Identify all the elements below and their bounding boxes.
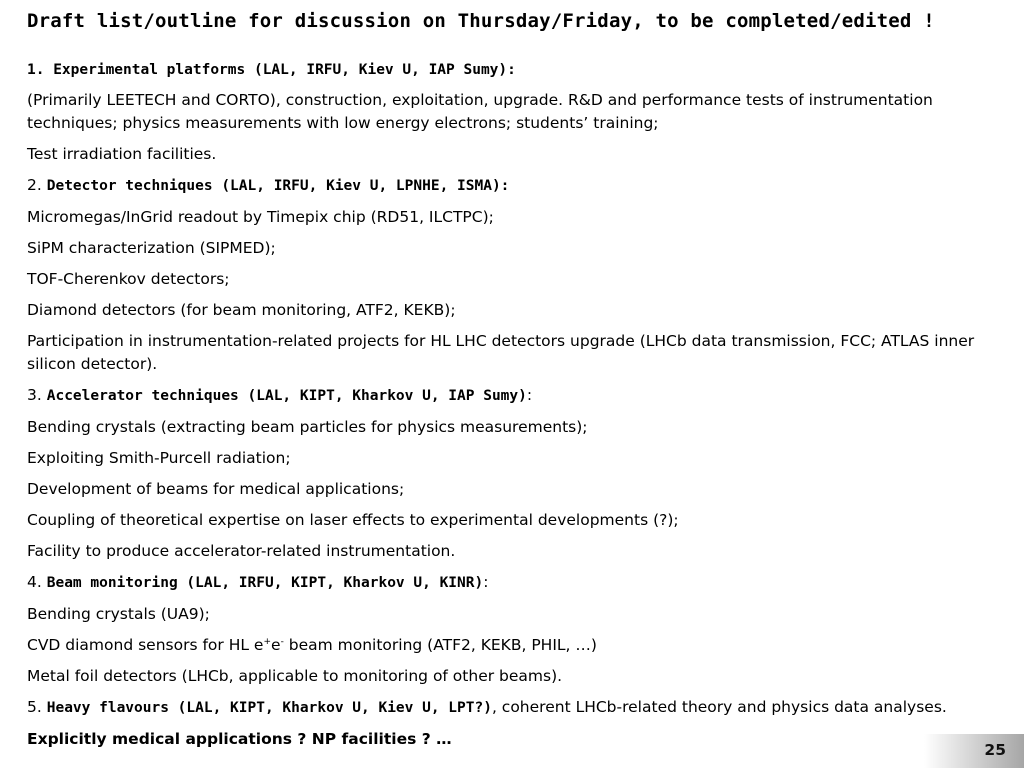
section-2-heading (27, 174, 987, 198)
cvd-suffix: beam monitoring (ATF2, KEKB, PHIL, …) (283, 636, 597, 654)
section-2-line: Participation in instrumentation-related projects for HL LHC detectors upgrade (LHCb data transmission, FCC; ATLAS inner silicon detector). (27, 332, 975, 373)
section-4-line: Metal foil detectors (LHCb, applicable to monitoring of other beams). (27, 667, 563, 685)
section-3-line: Facility to produce accelerator-related instrumentation. (27, 542, 456, 560)
section-5-suffix: , coherent LHCb-related theory and physics data analyses. (491, 698, 947, 716)
section-1-heading (27, 58, 987, 82)
section-2-line: Micromegas/InGrid readout by Timepix chip (RD51, ILCTPC); (27, 208, 494, 226)
section-1-heading-text: 1. Experimental platforms (LAL, IRFU, Kiev U, IAP Sumy): (27, 62, 516, 78)
section-2-heading-text: Detector techniques (LAL, IRFU, Kiev U, LPNHE, ISMA): (46, 178, 510, 194)
section-5-number: 5. (27, 698, 42, 716)
cvd-prefix: CVD diamond sensors for HL e (27, 636, 264, 654)
outline-body (27, 58, 987, 759)
closing-line: Explicitly medical applications ? NP facilities ? … (27, 730, 452, 748)
section-2-number: 2. (27, 176, 42, 194)
section-4-suffix: : (483, 573, 489, 591)
section-1-line: Test irradiation facilities. (27, 145, 217, 163)
section-4-number: 4. (27, 573, 42, 591)
section-2-line: Diamond detectors (for beam monitoring, ATF2, KEKB); (27, 301, 456, 319)
page-number-box (924, 734, 1024, 768)
section-2-line: SiPM characterization (SIPMED); (27, 239, 276, 257)
section-3-line: Exploiting Smith-Purcell radiation; (27, 449, 291, 467)
section-4-line: Bending crystals (UA9); (27, 605, 210, 623)
section-3-number: 3. (27, 386, 42, 404)
section-3-line: Coupling of theoretical expertise on laser effects to experimental developments (?); (27, 511, 679, 529)
section-1-line: (Primarily LEETECH and CORTO), construction, exploitation, upgrade. R&D and performance tests of instrumentation techniques; physics measurements with low energy electrons; students’ training; (27, 91, 933, 132)
cvd-superscript-minus: - (280, 636, 284, 647)
section-2-line: TOF-Cherenkov detectors; (27, 270, 230, 288)
section-3-heading (27, 384, 987, 408)
section-4-heading (27, 571, 987, 595)
section-3-line: Bending crystals (extracting beam particles for physics measurements); (27, 418, 588, 436)
section-4-heading-text: Beam monitoring (LAL, IRFU, KIPT, Kharkov U, KINR) (46, 575, 484, 591)
section-5-heading-text: Heavy flavours (LAL, KIPT, Kharkov U, Kiev U, LPT?) (46, 700, 492, 716)
section-4-cvd-line (27, 634, 987, 657)
page-title: Draft list/outline for discussion on Thursday/Friday, to be completed/edited ! (27, 10, 935, 32)
section-3-line: Development of beams for medical applications; (27, 480, 405, 498)
section-5-heading (27, 696, 987, 720)
page-number: 25 (984, 741, 1006, 759)
cvd-superscript-plus: + (263, 636, 272, 647)
section-3-heading-text: Accelerator techniques (LAL, KIPT, Kharkov U, IAP Sumy) (46, 388, 527, 404)
cvd-mid: e (271, 636, 281, 654)
section-3-suffix: : (526, 386, 533, 404)
